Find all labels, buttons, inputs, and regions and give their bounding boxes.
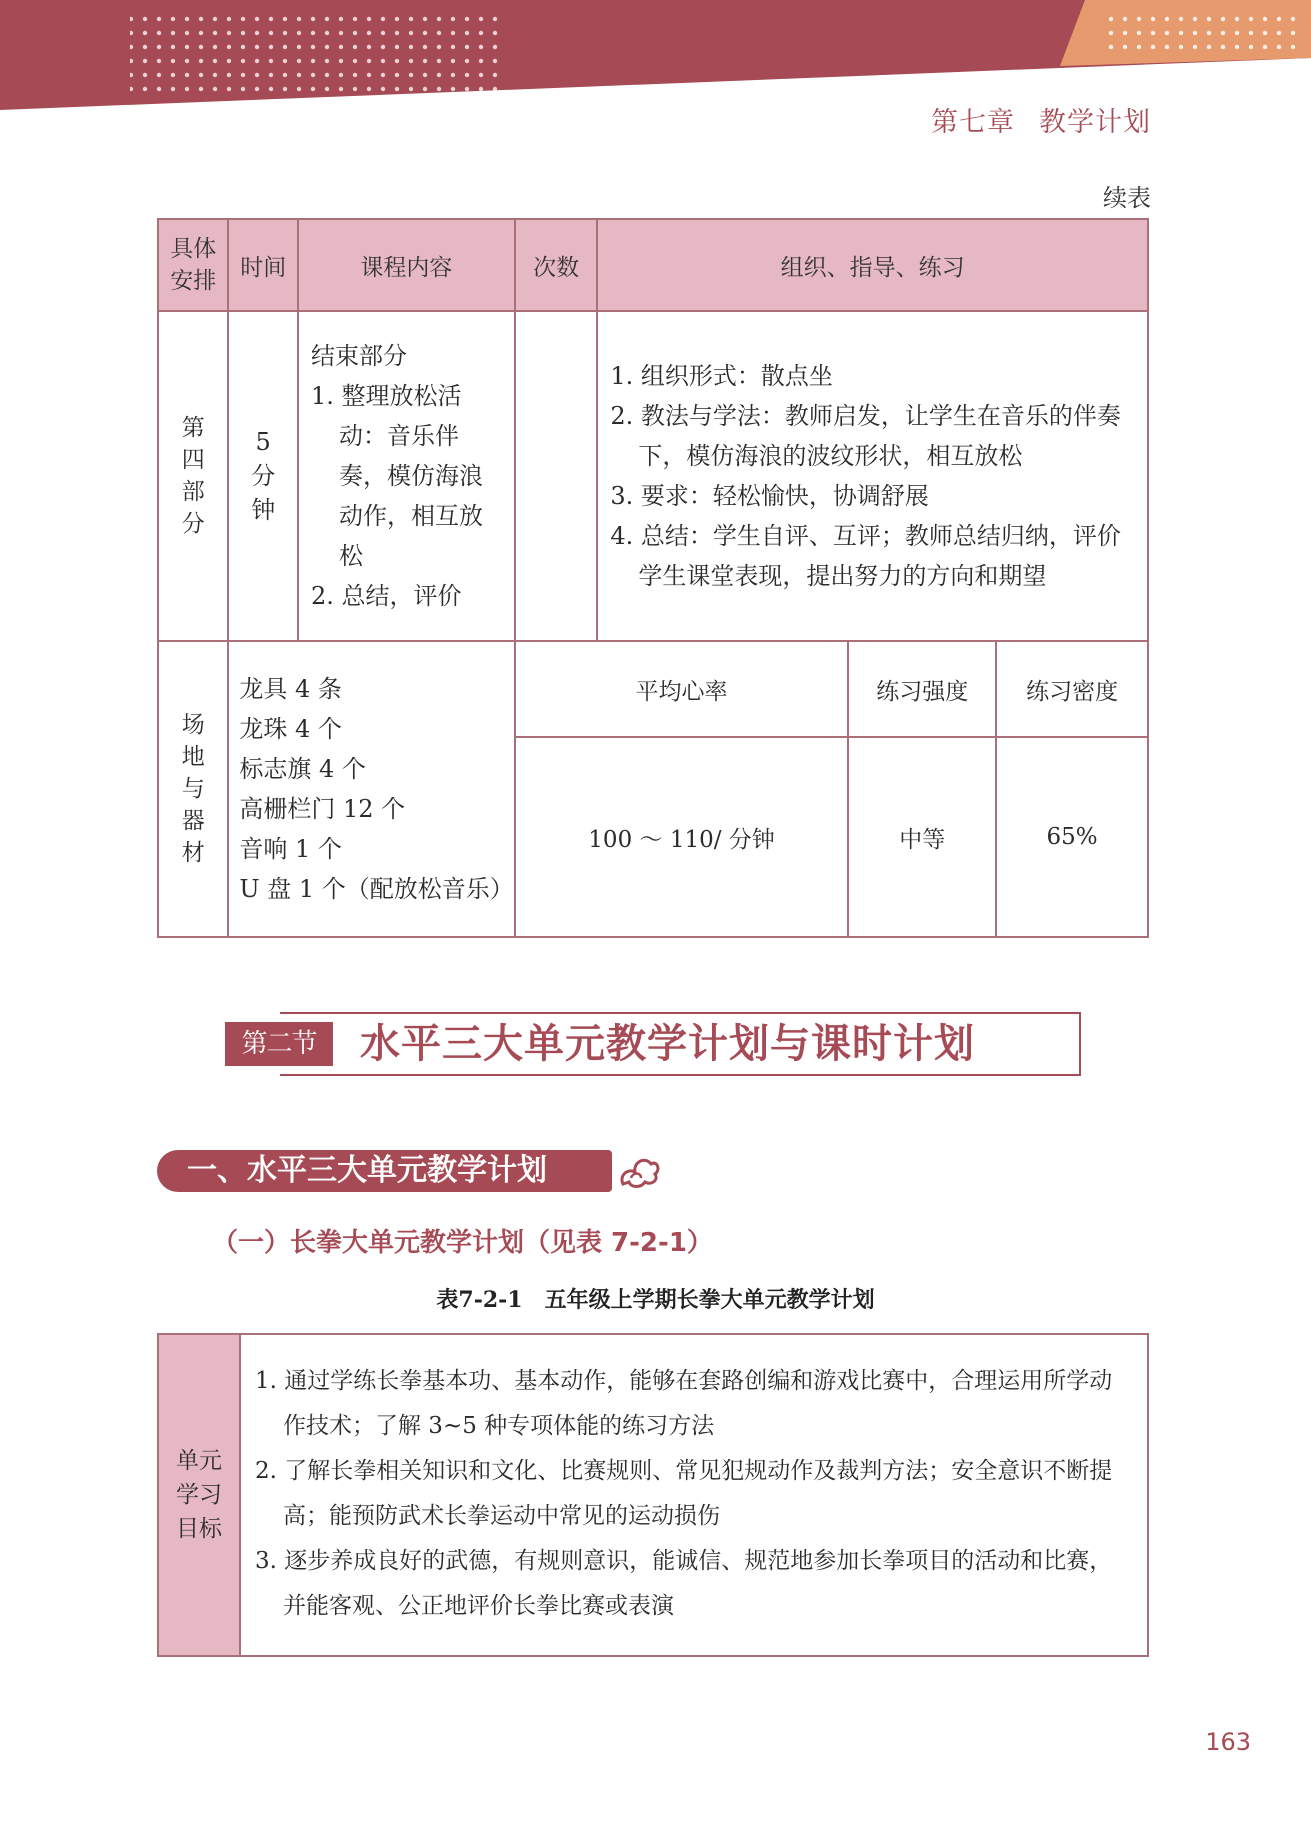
section-heading bbox=[225, 1012, 1081, 1076]
header-content: 课程内容 bbox=[298, 219, 515, 311]
unit-plan-table bbox=[157, 1333, 1149, 1657]
chapter-title: 教学计划 bbox=[1039, 107, 1151, 138]
guide-item-1: 1. 组织形式：散点坐 bbox=[610, 362, 833, 390]
equipment-item: 音响 1 个 bbox=[239, 835, 342, 863]
metric-header-heart-rate: 平均心率 bbox=[515, 641, 848, 737]
metric-header-intensity: 练习强度 bbox=[848, 641, 996, 737]
continued-label: 续表 bbox=[1103, 184, 1151, 212]
part4-time: 5 分 钟 bbox=[228, 311, 298, 641]
guide-item-2: 2. 教法与学法：教师启发，让学生在音乐的伴奏下，模仿海浪的波纹形状，相互放松 bbox=[610, 402, 1121, 470]
part4-count bbox=[515, 311, 598, 641]
table-row-objectives bbox=[158, 1334, 1148, 1656]
table-caption: 表7-2-1 五年级上学期长拳大单元教学计划 bbox=[436, 1287, 875, 1313]
table-row-part4 bbox=[158, 311, 1148, 641]
header-time: 时间 bbox=[228, 219, 298, 311]
equipment-item: 龙具 4 条 bbox=[239, 675, 342, 703]
table-header-row bbox=[158, 219, 1148, 311]
header-arrangement: 具体 安排 bbox=[158, 219, 228, 311]
objective-item-3: 3. 逐步养成良好的武德，有规则意识，能诚信、规范地参加长拳项目的活动和比赛，并能客观、公正地评价长拳比赛或表演 bbox=[255, 1548, 1113, 1619]
part4-label: 第 四 部 分 bbox=[158, 311, 228, 641]
subsubsection-title: （一）长拳大单元教学计划（见表 7-2-1） bbox=[212, 1228, 713, 1258]
equipment-list bbox=[228, 641, 514, 937]
part4-guidance bbox=[597, 311, 1148, 641]
subsection-heading bbox=[157, 1150, 657, 1192]
objective-item-2: 2. 了解长拳相关知识和文化、比赛规则、常见犯规动作及裁判方法；安全意识不断提高；能预防武术长拳运动中常见的运动损伤 bbox=[255, 1458, 1113, 1529]
cloud-ornament-icon bbox=[617, 1150, 661, 1192]
section-tag: 第二节 bbox=[225, 1022, 333, 1066]
chapter-number: 第七章 bbox=[931, 107, 1015, 138]
header-guidance: 组织、指导、练习 bbox=[597, 219, 1148, 311]
table-row-equipment-head bbox=[158, 641, 1148, 737]
section-title: 水平三大单元教学计划与课时计划 bbox=[360, 1021, 975, 1067]
guide-item-4: 4. 总结：学生自评、互评；教师总结归纳，评价学生课堂表现，提出努力的方向和期望 bbox=[610, 522, 1121, 590]
metric-header-density: 练习密度 bbox=[996, 641, 1148, 737]
equipment-item: 龙珠 4 个 bbox=[239, 715, 342, 743]
part4-content-item-1: 1. 整理放松活动：音乐伴奏，模仿海浪动作，相互放松 bbox=[311, 382, 483, 570]
header-count: 次数 bbox=[515, 219, 598, 311]
guide-item-3: 3. 要求：轻松愉快，协调舒展 bbox=[610, 482, 929, 510]
chapter-heading bbox=[931, 100, 1151, 139]
objective-item-1: 1. 通过学练长拳基本功、基本动作，能够在套路创编和游戏比赛中，合理运用所学动作技术；了解 3~5 种专项体能的练习方法 bbox=[255, 1368, 1113, 1439]
metric-value-heart-rate: 100 ～ 110/ 分钟 bbox=[515, 737, 848, 937]
subsection-title: 一、水平三大单元教学计划 bbox=[187, 1153, 547, 1188]
metric-value-density: 65% bbox=[996, 737, 1148, 937]
objectives-list bbox=[240, 1334, 1148, 1656]
equipment-item: 高栅栏门 12 个 bbox=[239, 795, 406, 823]
metric-value-intensity: 中等 bbox=[848, 737, 996, 937]
lesson-plan-table-continued bbox=[157, 218, 1149, 938]
part4-content-item-2: 2. 总结，评价 bbox=[311, 582, 462, 610]
equipment-item: 标志旗 4 个 bbox=[239, 755, 366, 783]
equipment-label: 场 地 与 器 材 bbox=[158, 641, 228, 937]
objectives-label: 单元 学习 目标 bbox=[158, 1334, 240, 1656]
part4-content bbox=[298, 311, 515, 641]
equipment-item: U 盘 1 个（配放松音乐） bbox=[239, 875, 514, 903]
page-number: 163 bbox=[1205, 1728, 1251, 1756]
part4-content-title: 结束部分 bbox=[311, 342, 407, 370]
